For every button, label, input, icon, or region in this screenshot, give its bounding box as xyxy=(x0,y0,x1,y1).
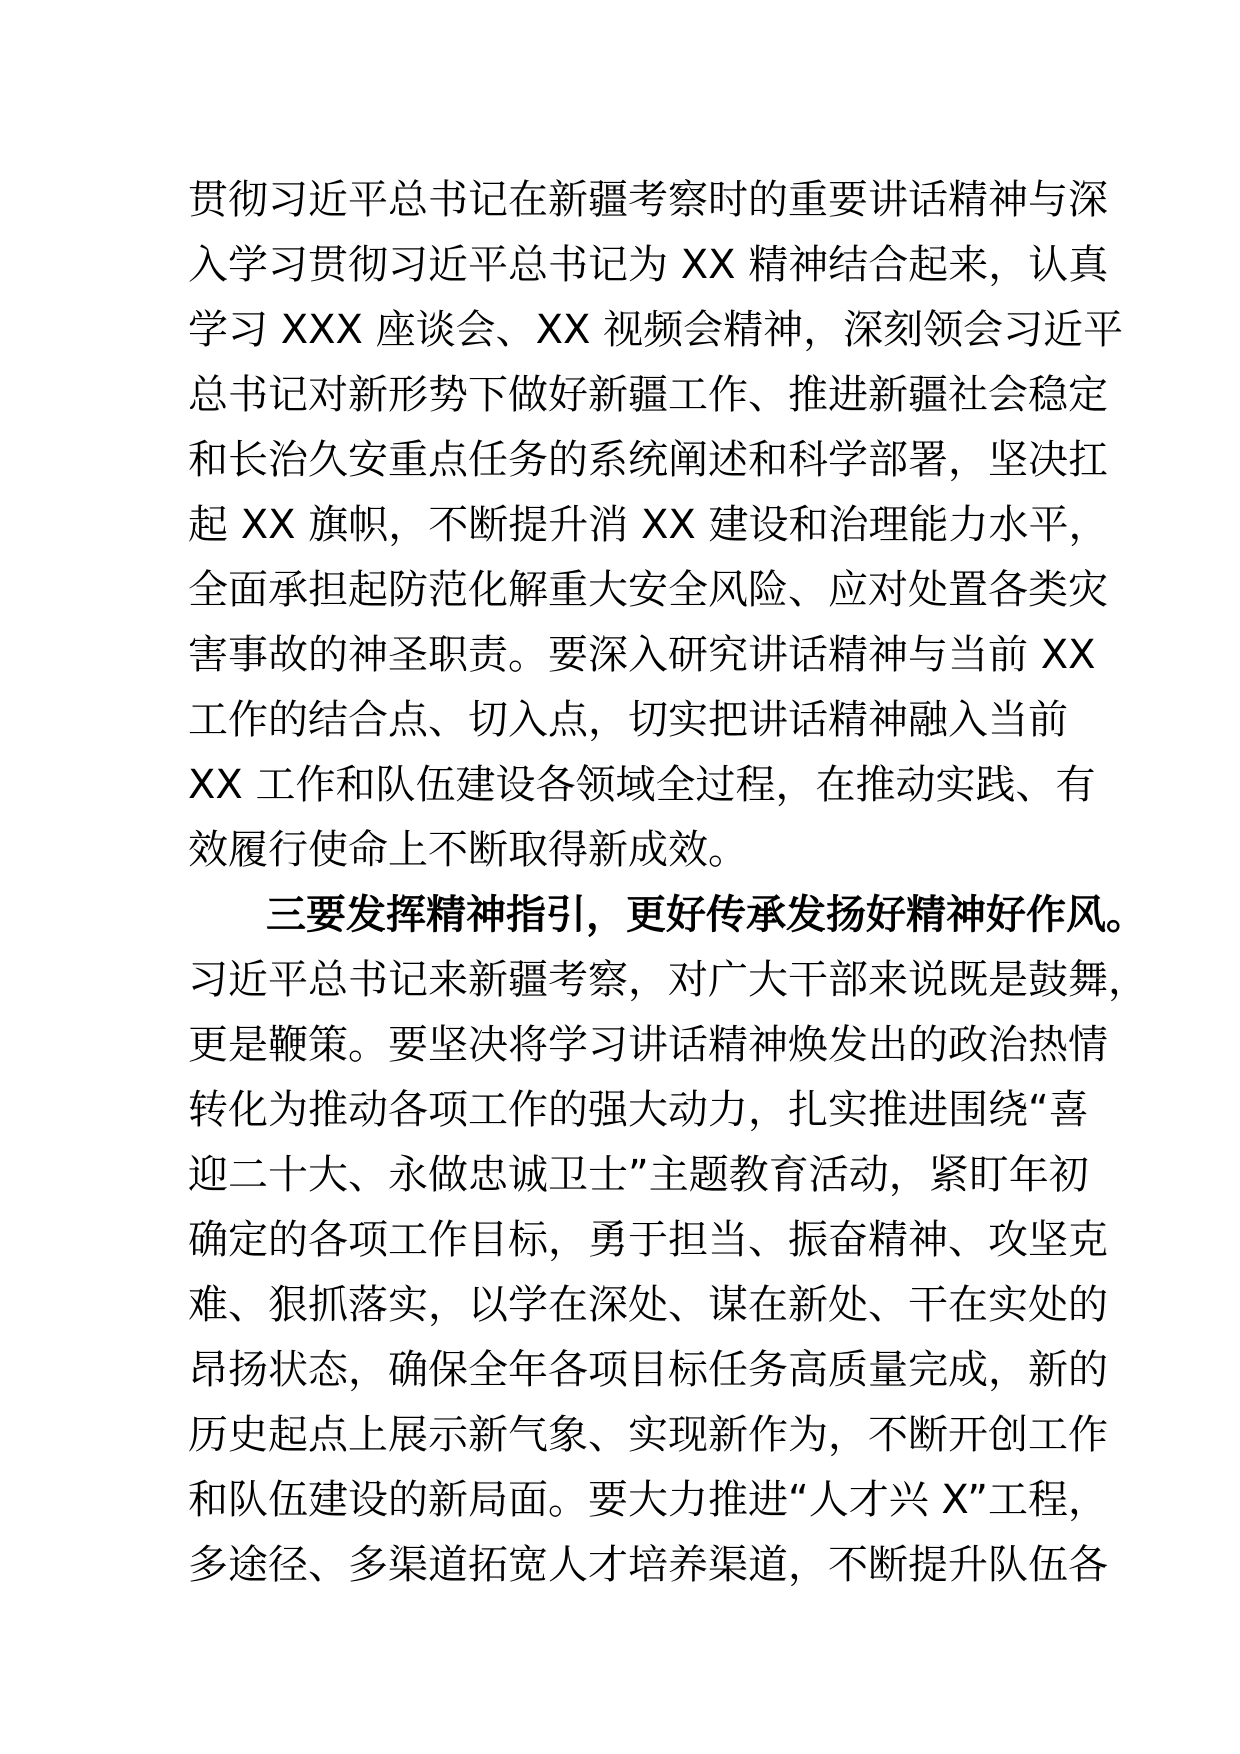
text-line: 起 XX 旗帜，不断提升消 XX 建设和治理能力水平， xyxy=(188,502,1109,548)
text-line: 学习 XXX 座谈会、XX 视频会精神，深刻领会习近平 xyxy=(188,307,1124,353)
text-line: 难、狠抓落实，以学在深处、谋在新处、干在实处的 xyxy=(188,1282,1108,1328)
text-line: 和长治久安重点任务的系统阐述和科学部署，坚决扛 xyxy=(188,437,1108,483)
text-line: 习近平总书记来新疆考察，对广大干部来说既是鼓舞， xyxy=(188,957,1148,1003)
text-line: 害事故的神圣职责。要深入研究讲话精神与当前 XX xyxy=(188,632,1096,678)
text-line: 总书记对新形势下做好新疆工作、推进新疆社会稳定 xyxy=(188,372,1108,418)
text-line: XX 工作和队伍建设各领域全过程，在推动实践、有 xyxy=(188,762,1096,808)
text-line: 历史起点上展示新气象、实现新作为，不断开创工作 xyxy=(188,1412,1108,1458)
text-line: 更是鞭策。要坚决将学习讲话精神焕发出的政治热情 xyxy=(188,1022,1108,1068)
text-line: 入学习贯彻习近平总书记为 XX 精神结合起来，认真 xyxy=(188,242,1109,288)
text-line: 多途径、多渠道拓宽人才培养渠道，不断提升队伍各 xyxy=(188,1542,1108,1588)
text-line: 效履行使命上不断取得新成效。 xyxy=(188,827,748,873)
text-line: 昂扬状态，确保全年各项目标任务高质量完成，新的 xyxy=(188,1347,1108,1393)
text-line: 迎二十大、永做忠诚卫士”主题教育活动，紧盯年初 xyxy=(188,1152,1089,1198)
text-line: 确定的各项工作目标，勇于担当、振奋精神、攻坚克 xyxy=(188,1217,1108,1263)
text-line: 和队伍建设的新局面。要大力推进“人才兴 X”工程， xyxy=(188,1477,1108,1523)
text-line: 贯彻习近平总书记在新疆考察时的重要讲话精神与深 xyxy=(188,177,1108,223)
text-line: 全面承担起防范化解重大安全风险、应对处置各类灾 xyxy=(188,567,1108,613)
document-body xyxy=(188,168,1148,1598)
text-line: 工作的结合点、切入点，切实把讲话精神融入当前 xyxy=(188,697,1068,743)
text-line: 转化为推动各项工作的强大动力，扎实推进围绕“喜 xyxy=(188,1087,1089,1133)
section-heading: 三要发挥精神指引，更好传承发扬好精神好作风。 xyxy=(266,892,1146,938)
